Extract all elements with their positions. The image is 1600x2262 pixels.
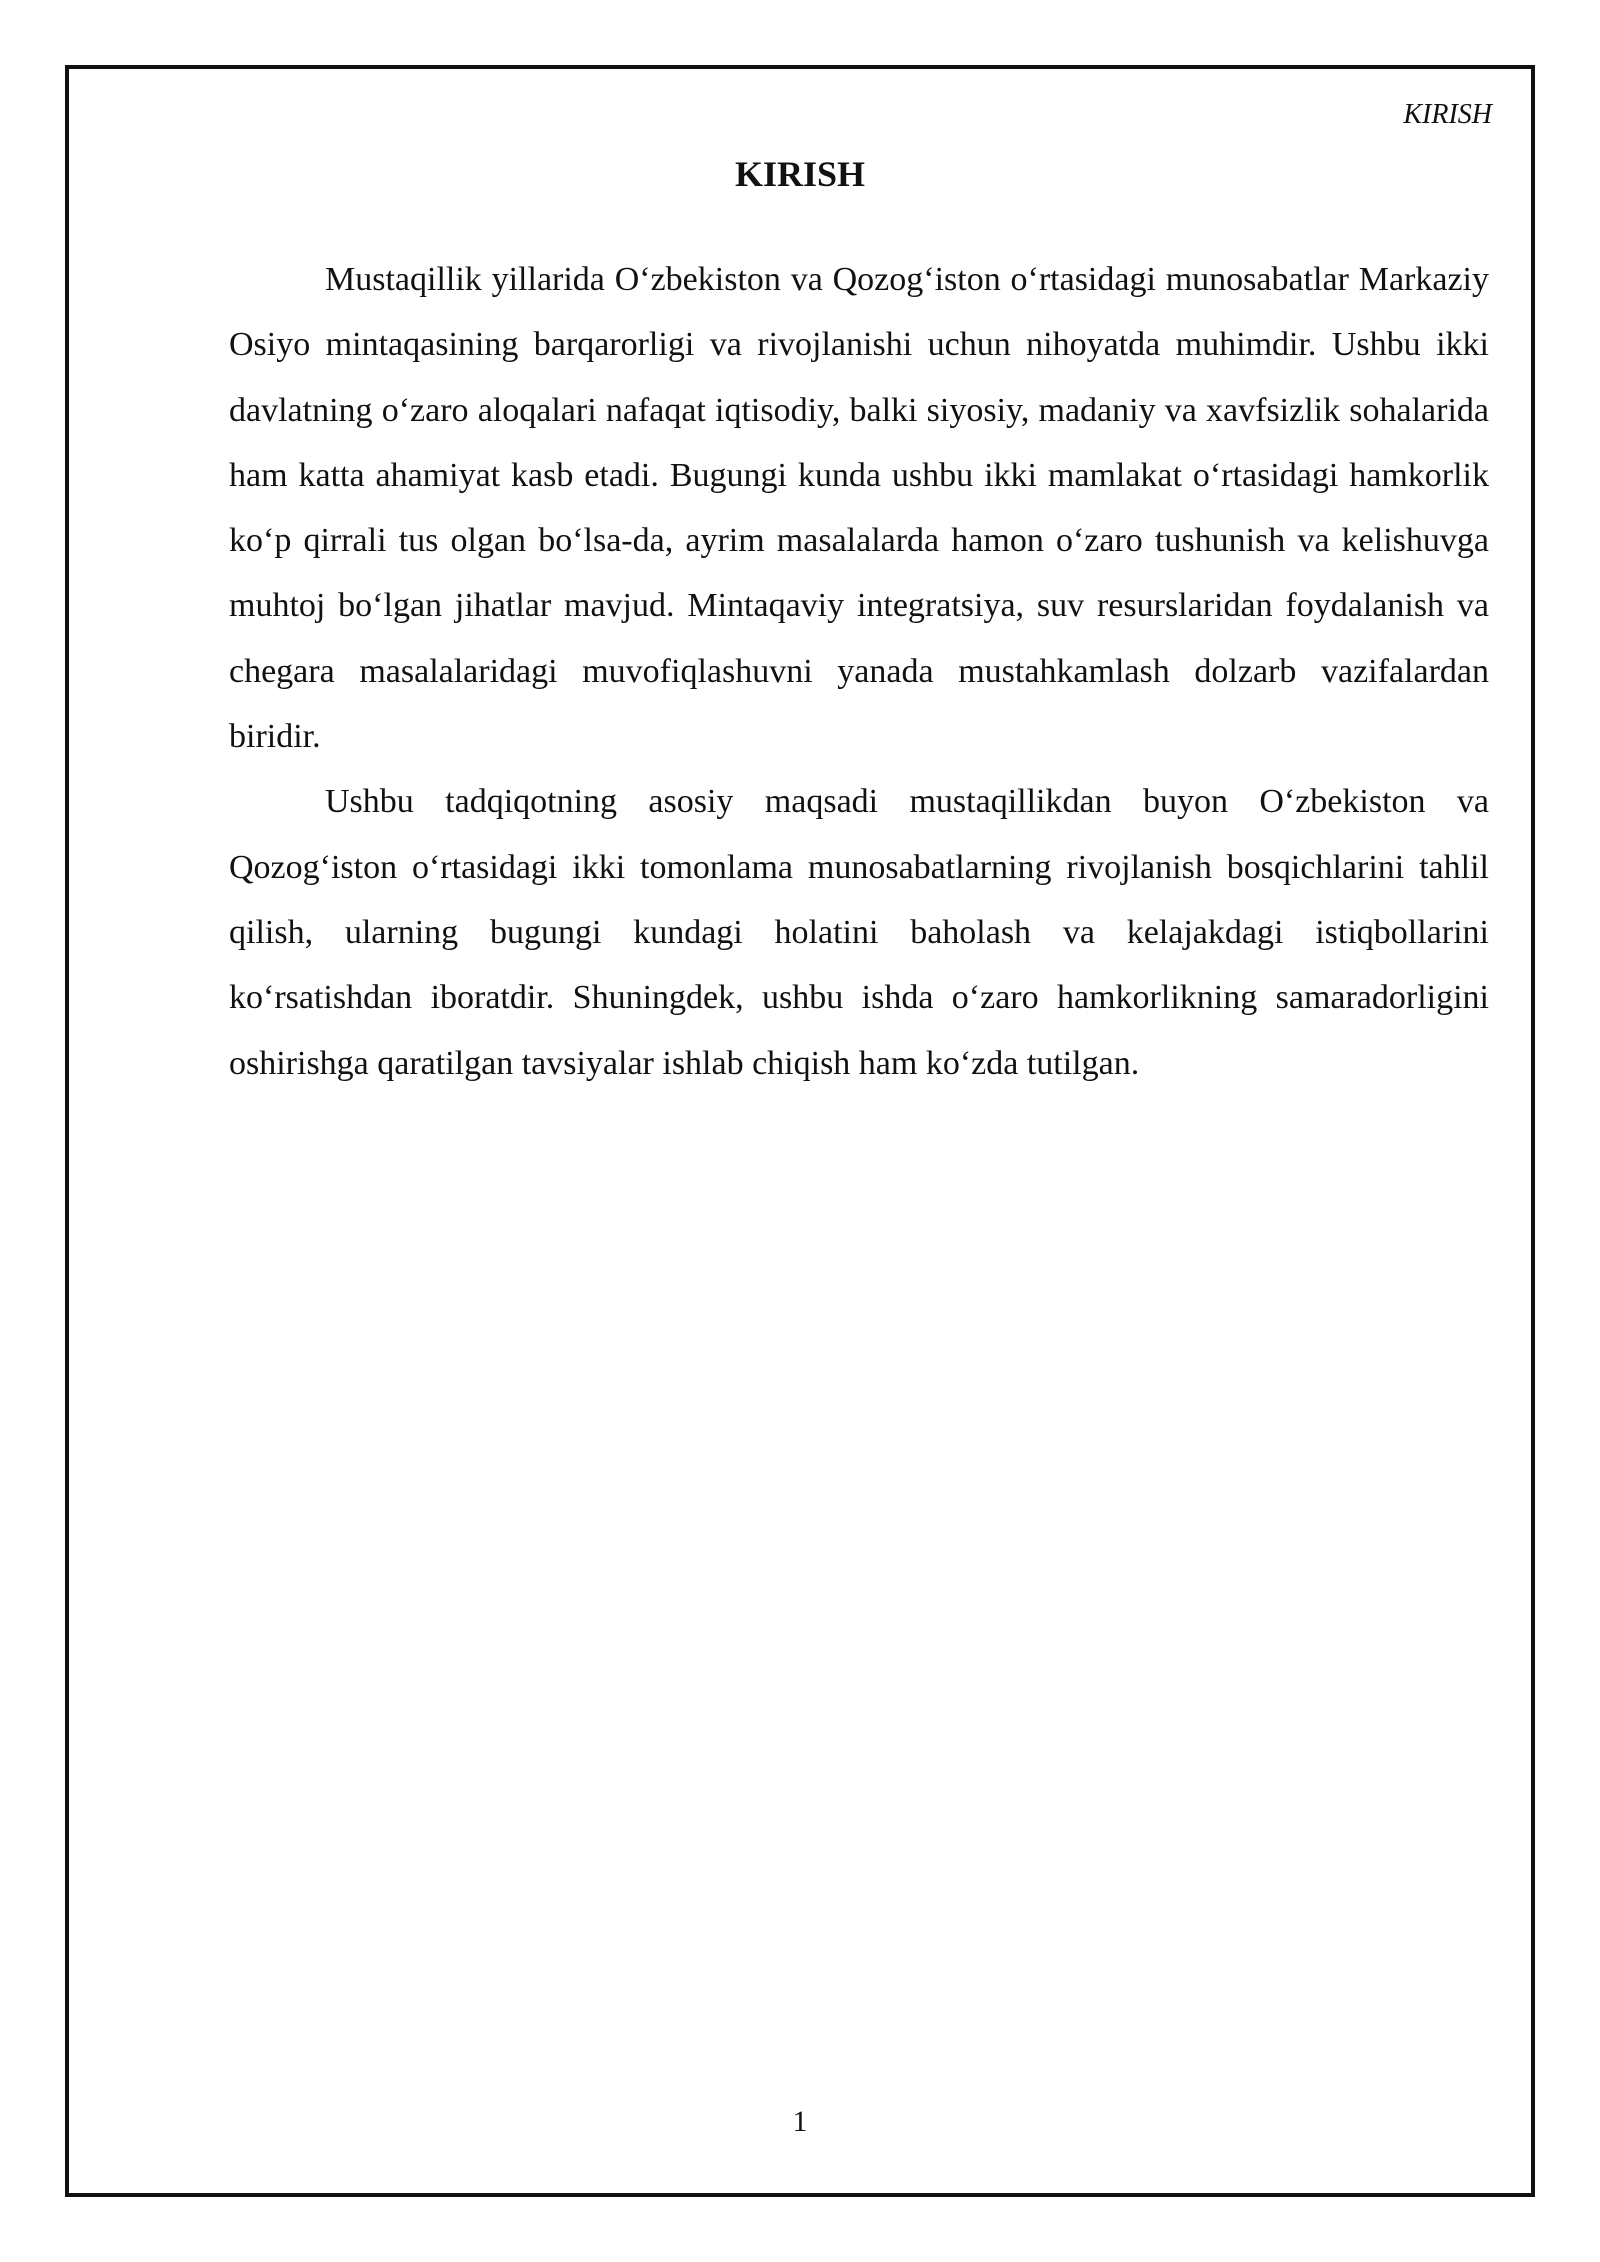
body-text bbox=[229, 247, 1489, 1096]
paragraph: Ushbu tadqiqotning asosiy maqsadi mustaqillikdan buyon O‘zbekiston va Qozog‘iston o‘rtasidagi ikki tomonlama munosabatlarning rivojlanish bosqichlarini tahlil qilish, ularning bugungi kundagi holatini baholash va kelajakdagi istiqbollarini ko‘rsatishdan iboratdir. Shuningdek, ushbu ishda o‘zaro hamkorlikning samaradorligini oshirishga qaratilgan tavsiyalar ishlab chiqish ham ko‘zda tutilgan. bbox=[229, 783, 1489, 1082]
running-header: KIRISH bbox=[1403, 99, 1492, 130]
page-title: KIRISH bbox=[734, 154, 866, 194]
page-number: 1 bbox=[792, 2105, 808, 2138]
paragraph: Mustaqillik yillarida O‘zbekiston va Qozog‘iston o‘rtasidagi munosabatlar Markaziy Osiyo mintaqasining barqarorligi va rivojlanishi uchun nihoyatda muhimdir. Ushbu ikki davlatning o‘zaro aloqalari nafaqat iqtisodiy, balki siyosiy, madaniy va xavfsizlik sohalarida ham katta ahamiyat kasb etadi. Bugungi kunda ushbu ikki mamlakat o‘rtasidagi hamkorlik ko‘p qirrali tus olgan bo‘lsa-da, ayrim masalalarda hamon o‘zaro tushunish va kelishuvga muhtoj bo‘lgan jihatlar mavjud. Mintaqaviy integratsiya, suv resurslaridan foydalanish va chegara masalalaridagi muvofiqlashuvni yanada mustahkamlash dolzarb vazifalardan biridir. bbox=[229, 261, 1489, 756]
